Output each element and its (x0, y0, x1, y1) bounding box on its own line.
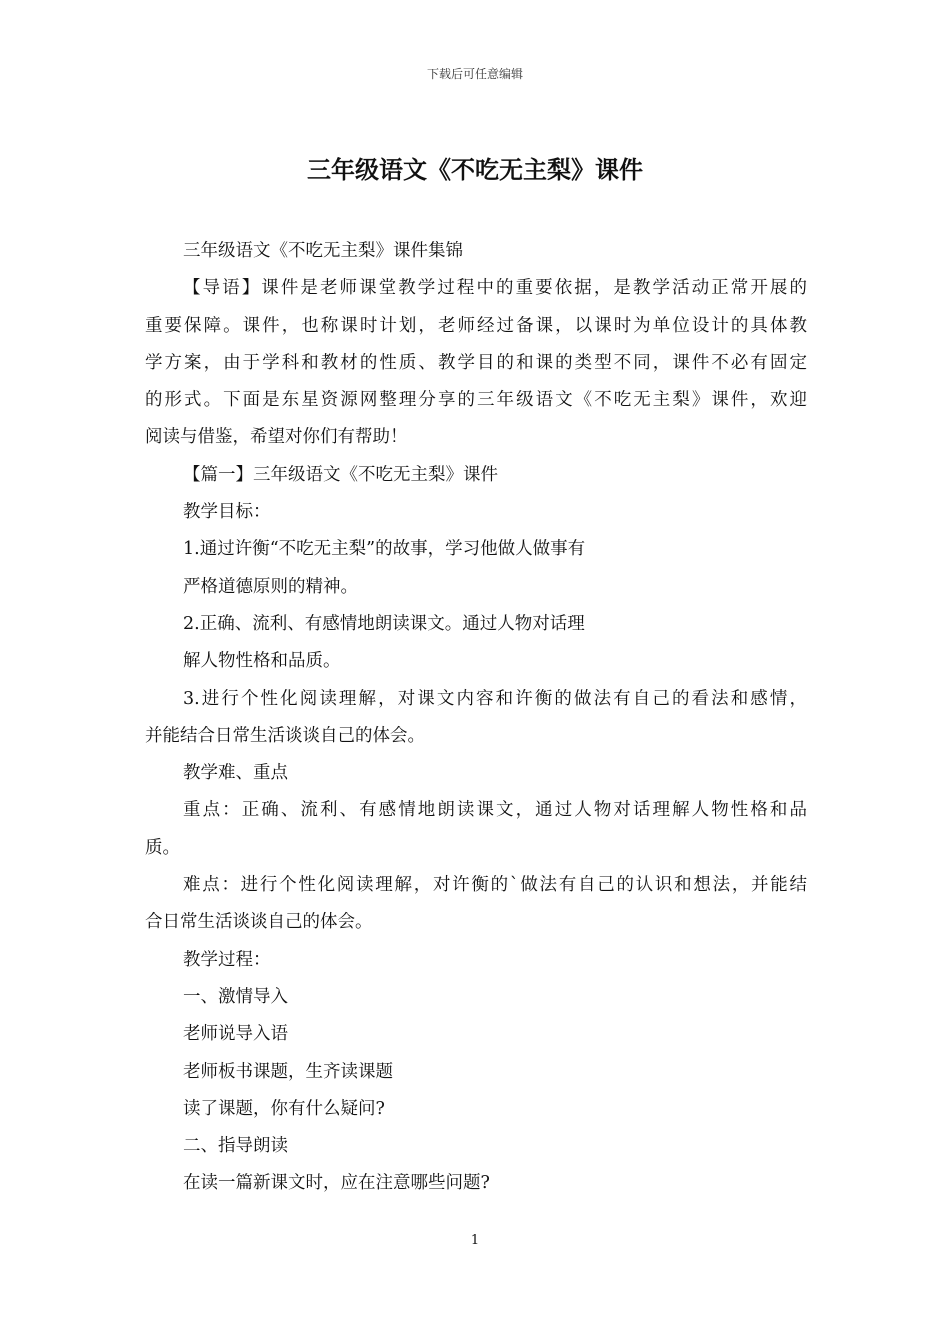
chapter-1-heading: 【篇一】三年级语文《不吃无主梨》课件 (183, 464, 498, 485)
process-step-4: 在读一篇新课文时，应在注意哪些问题? (183, 1173, 490, 1194)
page-header: 下载后可任意编辑 (426, 67, 523, 81)
objectives-heading: 教学目标： (183, 502, 271, 523)
objective-1-line-2: 严格道德原则的精神。 (183, 576, 358, 597)
objective-1-line-1: 1.通过许衡“不吃无主梨”的故事，学习他做人做事有 (183, 539, 586, 560)
process-heading: 教学过程： (183, 949, 271, 970)
process-step-2: 老师板书课题，生齐读课题 (183, 1061, 393, 1082)
process-step-3: 读了课题，你有什么疑问? (183, 1098, 385, 1119)
objective-2-line-1: 2.正确、流利、有感情地朗读课文。通过人物对话理 (183, 613, 585, 634)
intro-line-4: 的形式。下面是东星资源网整理分享的三年级语文《不吃无主梨》课件，欢迎 (145, 390, 807, 411)
document-body (145, 233, 807, 1203)
intro-line-5: 阅读与借鉴，希望对你们有帮助！ (145, 427, 408, 448)
difficult-point-line-2: 合日常生活谈谈自己的体会。 (145, 912, 373, 933)
objective-2-line-2: 解人物性格和品质。 (183, 651, 341, 672)
objective-3-line-1: 3.进行个性化阅读理解，对课文内容和许衡的做法有自己的看法和感情， (183, 688, 807, 709)
key-point-line-2: 质。 (145, 837, 180, 858)
page-number: 1 (470, 1233, 480, 1248)
intro-line-3: 学方案，由于学科和教材的性质、教学目的和课的类型不同，课件不必有固定 (145, 352, 807, 373)
key-point-line-1: 重点：正确、流利、有感情地朗读课文，通过人物对话理解人物性格和品 (183, 800, 807, 821)
process-section-1: 一、激情导入 (183, 986, 288, 1007)
difficult-point-line-1: 难点：进行个性化阅读理解，对许衡的`做法有自己的认识和想法，并能结 (183, 875, 807, 896)
objective-3-line-2: 并能结合日常生活谈谈自己的体会。 (145, 725, 425, 746)
process-section-2: 二、指导朗读 (183, 1136, 288, 1157)
document-title: 三年级语文《不吃无主梨》课件 (307, 155, 643, 184)
intro-line-1: 【导语】课件是老师课堂教学过程中的重要依据，是教学活动正常开展的 (183, 278, 807, 299)
document-subtitle: 三年级语文《不吃无主梨》课件集锦 (183, 241, 463, 261)
intro-line-2: 重要保障。课件，也称课时计划，老师经过备课，以课时为单位设计的具体教 (145, 315, 807, 336)
difficulty-heading: 教学难、重点 (183, 763, 288, 784)
process-step-1: 老师说导入语 (183, 1024, 288, 1045)
